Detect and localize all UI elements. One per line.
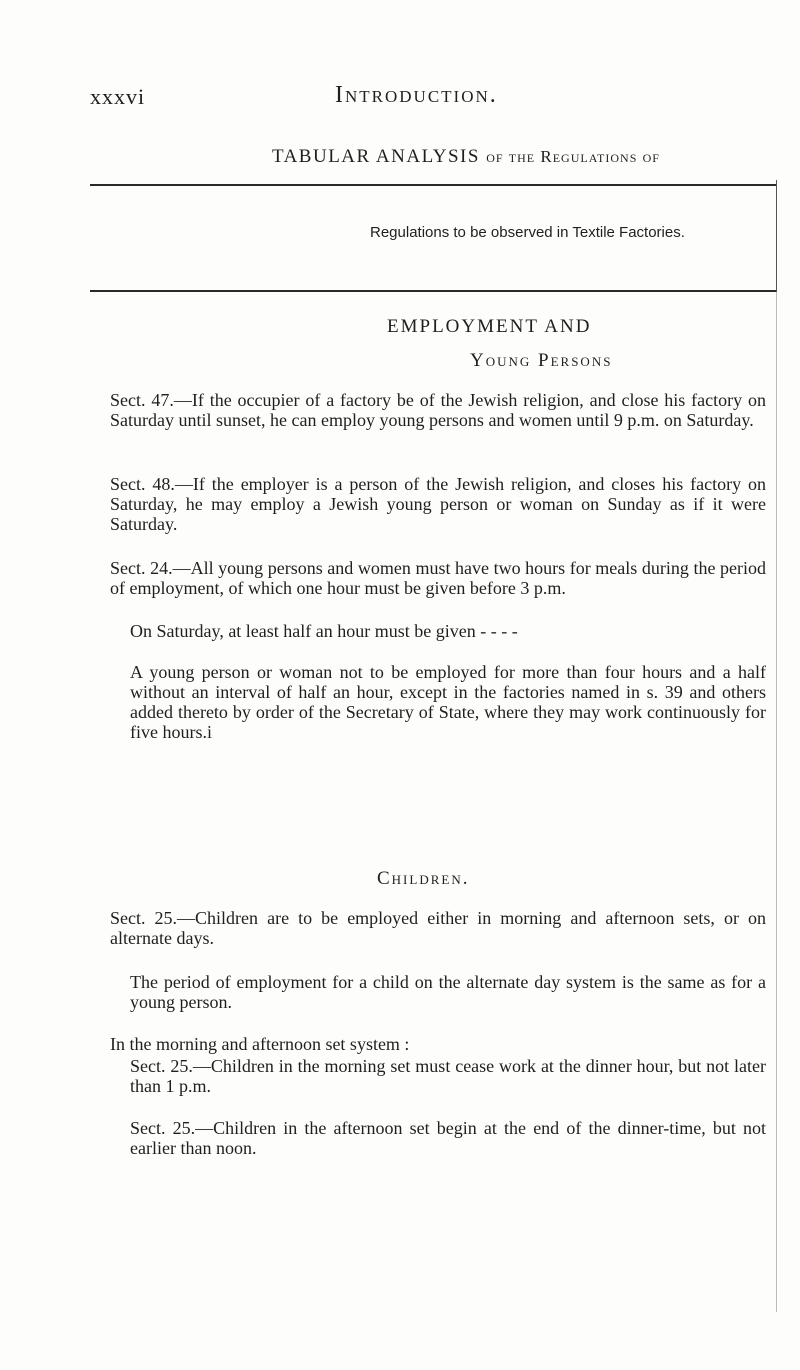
- table-title: [272, 146, 660, 168]
- paragraph-alternate-day: The period of employment for a child on the alternate day system is the same as for a young person.: [130, 972, 766, 1012]
- table-title-rest: of the Regulations of: [486, 147, 660, 166]
- header-bottom-rule: [90, 290, 776, 292]
- table-title-main: TABULAR ANALYSIS: [272, 146, 480, 167]
- paragraph-sect-24: Sect. 24.—All young persons and women must have two hours for meals during the period of employment, of which one hour must be given before 3 p.m.: [110, 558, 766, 598]
- table-top-rule: [90, 184, 776, 186]
- paragraph-sect-47: Sect. 47.—If the occupier of a factory be of the Jewish religion, and close his factory on Saturday until sunset, he can employ young persons and women until 9 p.m. on Saturday.: [110, 390, 766, 430]
- running-head: Introduction.: [335, 82, 498, 108]
- column-header: Regulations to be observed in Textile Factories.: [370, 224, 685, 241]
- paragraph-sect-48: Sect. 48.—If the employer is a person of the Jewish religion, and closes his factory on Saturday, he may employ a Jewish young person or woman on Sunday as if it were Saturday.: [110, 474, 766, 534]
- paragraph-afternoon-set: Sect. 25.—Children in the afternoon set begin at the end of the dinner-time, but not earlier than noon.: [130, 1118, 766, 1158]
- section-heading-children: Children.: [377, 868, 470, 889]
- section-heading-employment: EMPLOYMENT AND: [387, 316, 592, 337]
- page-number: xxxvi: [90, 84, 146, 109]
- paragraph-morning-set: Sect. 25.—Children in the morning set must cease work at the dinner hour, but not later than 1 p.m.: [130, 1056, 766, 1096]
- paragraph-saturday-interval: On Saturday, at least half an hour must be given - - - -: [130, 621, 518, 641]
- paragraph-children-sets: Sect. 25.—Children are to be employed either in morning and afternoon sets, or on alternate days.: [110, 908, 766, 948]
- column-edge-rule: [776, 292, 777, 1312]
- paragraph-continuous-work: A young person or woman not to be employed for more than four hours and a half without an interval of half an hour, except in the factories named in s. 39 and others added thereto by order of the Secretary of State, where they may work continuously for five hours.i: [130, 662, 766, 742]
- section-subheading-young-persons: Young Persons: [470, 350, 613, 371]
- column-divider-rule: [776, 180, 777, 295]
- paragraph-morning-afternoon-system: In the morning and afternoon set system :: [110, 1034, 410, 1054]
